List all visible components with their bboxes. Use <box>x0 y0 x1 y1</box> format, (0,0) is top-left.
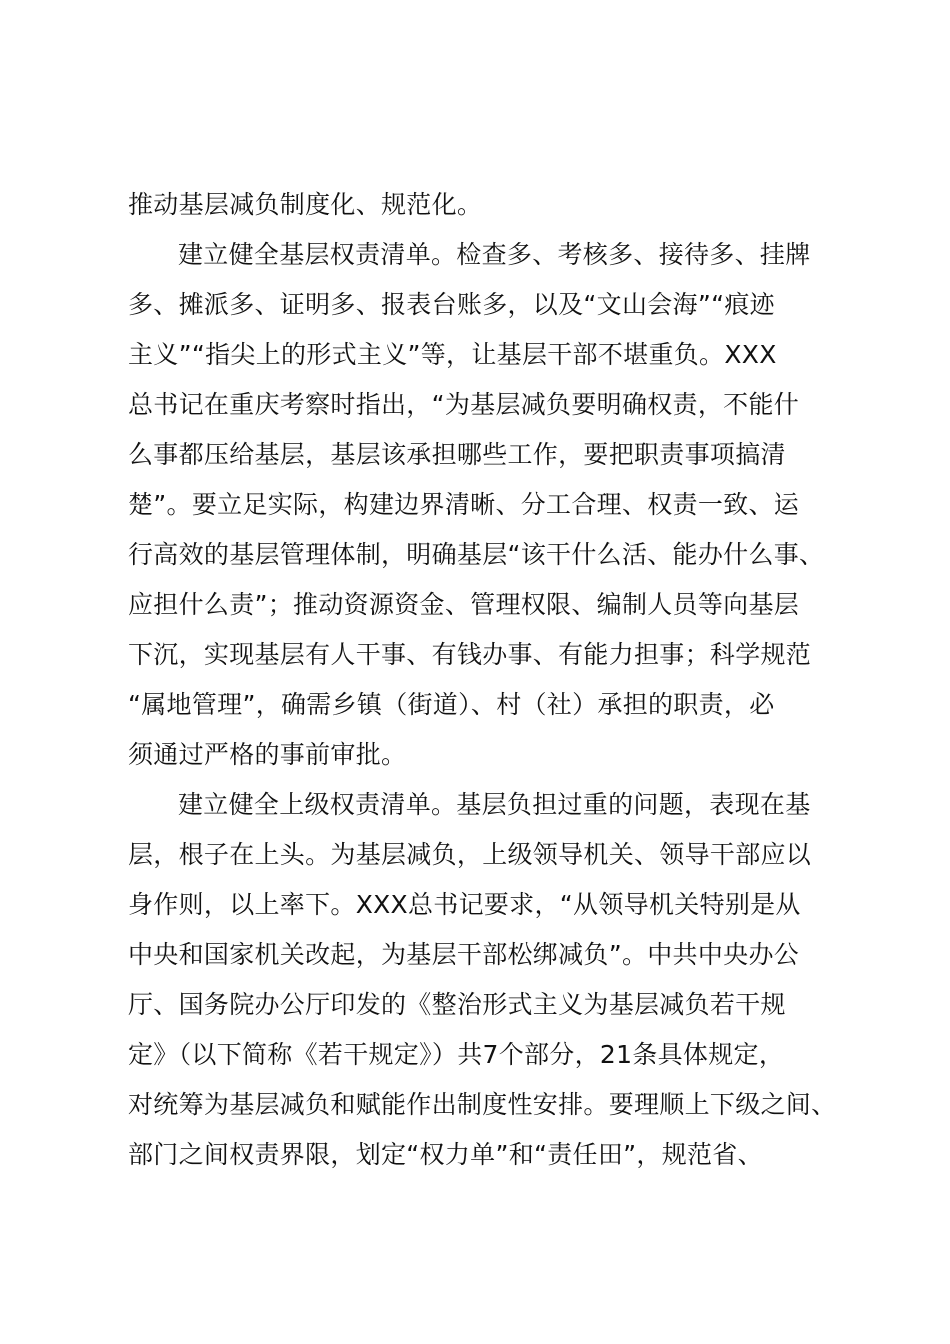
text-line: 下沉，实现基层有人干事、有钱办事、有能力担事；科学规范 <box>128 640 812 669</box>
text-line: 么事都压给基层，基层该承担哪些工作，要把职责事项搞清 <box>128 440 786 469</box>
text-line: 中央和国家机关改起，为基层干部松绑减负”。中共中央办公 <box>128 940 800 969</box>
text-line: 层，根子在上头。为基层减负，上级领导机关、领导干部应以 <box>128 840 812 869</box>
text-line: 定》（以下简称《若干规定》）共7个部分，21条具体规定， <box>128 1040 785 1069</box>
text-line: 厅、国务院办公厅印发的《整治形式主义为基层减负若干规 <box>128 990 786 1019</box>
text-line: 楚”。要立足实际，构建边界清晰、分工合理、权责一致、运 <box>128 490 800 519</box>
document-body <box>128 180 848 1180</box>
text-line: “属地管理”，确需乡镇（街道）、村（社）承担的职责，必 <box>128 690 775 719</box>
text-line: 部门之间权责界限，划定“权力单”和“责任田”，规范省、 <box>128 1140 763 1169</box>
paragraph-start-line: 建立健全上级权责清单。基层负担过重的问题，表现在基 <box>178 790 811 819</box>
text-line: 多、摊派多、证明多、报表台账多，以及“文山会海”“痕迹 <box>128 290 775 319</box>
text-line: 应担什么责”；推动资源资金、管理权限、编制人员等向基层 <box>128 590 800 619</box>
text-line: 行高效的基层管理体制，明确基层“该干什么活、能办什么事、 <box>128 540 825 569</box>
text-line: 须通过严格的事前审批。 <box>128 740 407 769</box>
text-line: 对统筹为基层减负和赋能作出制度性安排。要理顺上下级之间、 <box>128 1090 837 1119</box>
text-line: 身作则，以上率下。XXX总书记要求，“从领导机关特别是从 <box>128 890 801 919</box>
paragraph-start-line: 建立健全基层权责清单。检查多、考核多、接待多、挂牌 <box>178 240 811 269</box>
text-line: 推动基层减负制度化、规范化。 <box>128 190 483 219</box>
text-line: 总书记在重庆考察时指出，“为基层减负要明确权责，不能什 <box>128 390 800 419</box>
text-line: 主义”“指尖上的形式主义”等，让基层干部不堪重负。XXX <box>128 340 777 369</box>
